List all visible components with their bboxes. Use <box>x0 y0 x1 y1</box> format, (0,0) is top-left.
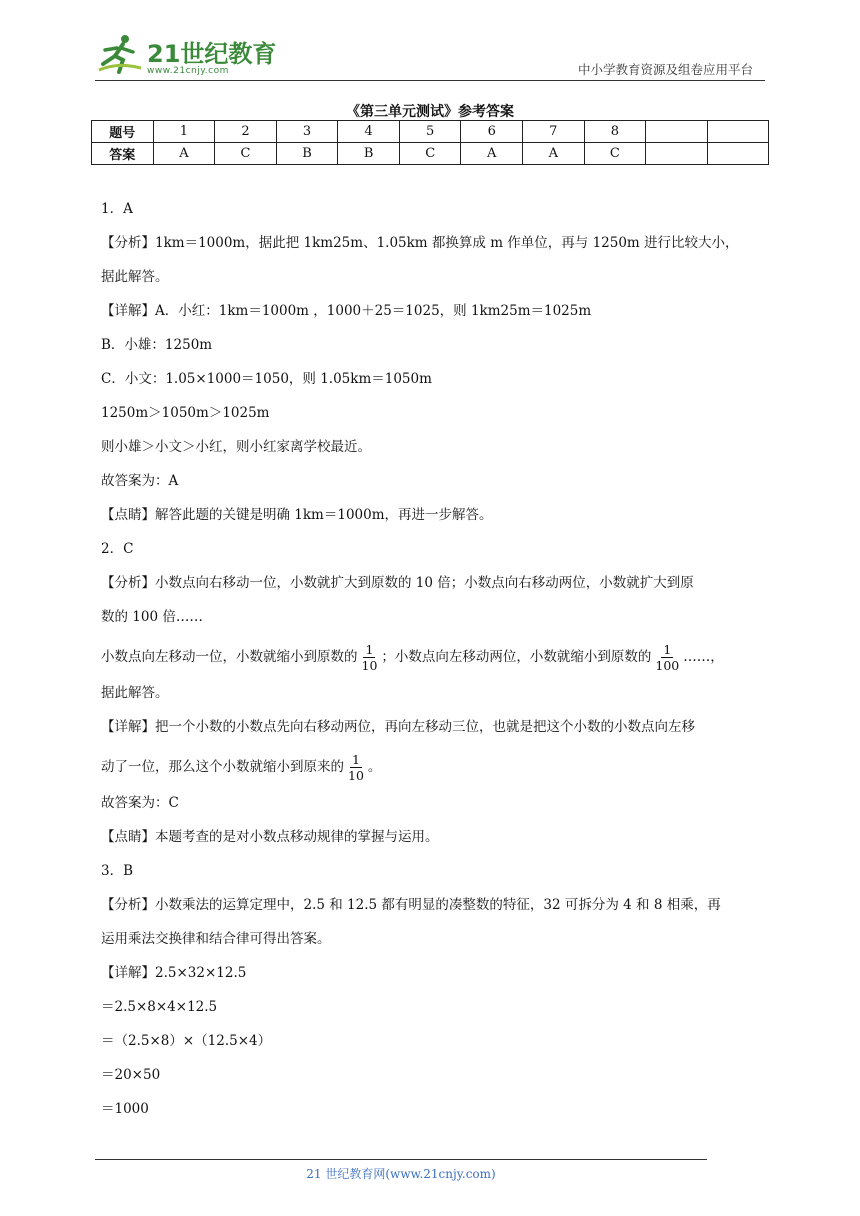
fraction <box>653 642 681 673</box>
text-line: 数的 100 倍…… <box>101 609 203 625</box>
table-cell: A <box>461 143 523 165</box>
question-number: 2．C <box>101 541 134 557</box>
table-cell <box>707 143 768 165</box>
runner-logo-icon <box>95 32 143 76</box>
table-cell <box>646 143 707 165</box>
fraction-denominator: 100 <box>655 658 680 673</box>
table-cell <box>707 121 768 143</box>
answer-table <box>91 120 769 165</box>
fraction-numerator: 1 <box>351 752 360 767</box>
page-header <box>95 30 765 81</box>
text-line: B．小雄：1250m <box>101 337 213 353</box>
text-line: 故答案为：C <box>101 795 179 811</box>
text-line: 运用乘法交换律和结合律可得出答案。 <box>101 931 331 947</box>
text-line: ＝2.5×8×4×12.5 <box>101 999 218 1015</box>
logo-text: 21世纪教育 <box>147 40 277 68</box>
text-line: 【分析】1km＝1000m，据此把 1km25m、1.05km 都换算成 m 作单位，再与 1250m 进行比较大小， <box>101 235 739 251</box>
question-number: 1．A <box>101 201 133 217</box>
table-cell: C <box>399 143 461 165</box>
fraction-numerator: 1 <box>365 642 374 657</box>
answer-explanations <box>101 198 771 1132</box>
text-segment: 动了一位，那么这个小数就缩小到原来的 <box>101 759 344 775</box>
text-line: 【点睛】本题考查的是对小数点移动规律的掌握与运用。 <box>101 829 439 845</box>
text-segment: 小数点向左移动一位，小数就缩小到原数的 <box>101 649 358 665</box>
text-line: ＝（2.5×8）×（12.5×4） <box>101 1033 272 1049</box>
page-title: 《第三单元测试》参考答案 <box>346 104 514 120</box>
page-footer: 21 世纪教育网(www.21cnjy.com) <box>95 1159 707 1182</box>
text-line: C．小文：1.05×1000＝1050，则 1.05km＝1050m <box>101 371 432 387</box>
table-cell: 1 <box>153 121 215 143</box>
text-line: 据此解答。 <box>101 269 169 285</box>
table-cell: B <box>338 143 400 165</box>
table-cell: B <box>276 143 338 165</box>
text-line: 【分析】小数乘法的运算定理中，2.5 和 12.5 都有明显的凑整数的特征，32 可拆分为 4 和 8 相乘，再 <box>101 897 721 913</box>
fraction-denominator: 10 <box>348 768 364 783</box>
table-cell: C <box>215 143 277 165</box>
table-row <box>92 121 769 143</box>
text-line: ＝20×50 <box>101 1067 161 1083</box>
text-line-with-fraction <box>101 750 771 792</box>
text-segment: ……， <box>683 649 724 665</box>
table-cell: C <box>584 143 646 165</box>
text-line: 1250m＞1050m＞1025m <box>101 405 270 421</box>
text-line: ＝1000 <box>101 1101 149 1117</box>
fraction <box>346 752 366 783</box>
question-number: 3．B <box>101 863 134 879</box>
table-row <box>92 143 769 165</box>
text-line: 【详解】A．小红：1km＝1000m ，1000＋25＝1025，则 1km25m＝1025m <box>101 303 592 319</box>
table-cell <box>646 121 707 143</box>
text-segment: ；小数点向左移动两位，小数就缩小到原数的 <box>381 649 652 665</box>
fraction-numerator: 1 <box>663 642 672 657</box>
table-cell: 3 <box>276 121 338 143</box>
platform-name: 中小学教育资源及组卷应用平台 <box>577 62 753 77</box>
text-segment: 。 <box>367 759 382 775</box>
text-line: 【点睛】解答此题的关键是明确 1km＝1000m，再进一步解答。 <box>101 507 493 523</box>
text-line-with-fractions <box>101 640 771 682</box>
fraction-denominator: 10 <box>361 658 378 673</box>
text-line: 据此解答。 <box>101 685 169 701</box>
table-cell: A <box>523 143 585 165</box>
table-cell: A <box>153 143 215 165</box>
fraction <box>360 642 380 673</box>
text-line: 【详解】把一个小数的小数点先向右移动两位，再向左移动三位，也就是把这个小数的小数点向左移 <box>101 719 695 735</box>
text-line: 【详解】2.5×32×12.5 <box>101 965 247 981</box>
table-cell: 5 <box>399 121 461 143</box>
table-cell: 2 <box>215 121 277 143</box>
text-line: 【分析】小数点向右移动一位，小数就扩大到原数的 10 倍；小数点向右移动两位，小数就扩大到原 <box>101 575 694 591</box>
table-cell: 6 <box>461 121 523 143</box>
row-label: 答案 <box>92 143 154 165</box>
table-cell: 7 <box>523 121 585 143</box>
table-cell: 8 <box>584 121 646 143</box>
text-line: 故答案为：A <box>101 473 179 489</box>
text-line: 则小雄＞小文＞小红，则小红家离学校最近。 <box>101 439 371 455</box>
table-cell: 4 <box>338 121 400 143</box>
row-label: 题号 <box>92 121 154 143</box>
logo-url: www.21cnjy.com <box>147 66 229 76</box>
